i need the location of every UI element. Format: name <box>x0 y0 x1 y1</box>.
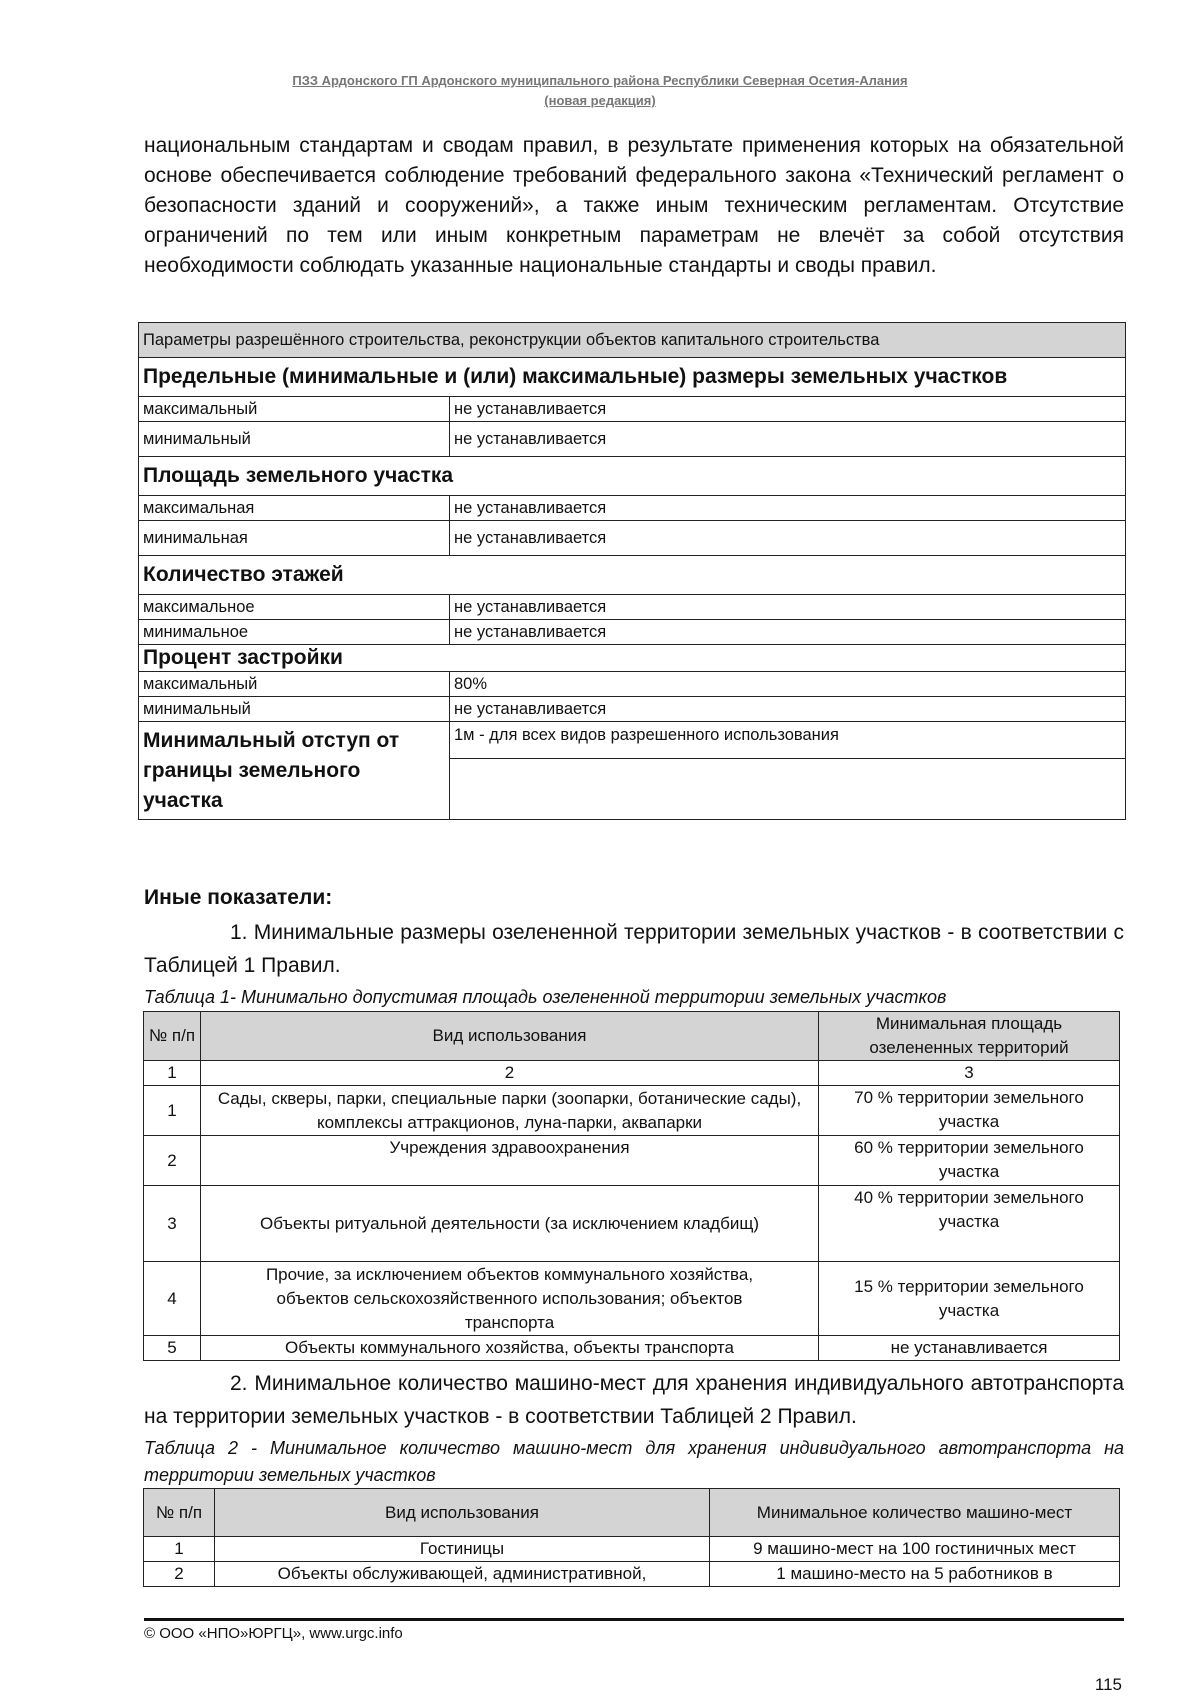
intro-paragraph: национальным стандартам и сводам правил, в результате применения которых на обязательной основе обеспечивается соблюдение требований федерального закона «Технический регламент о безопасности зданий и сооружений», а также иным техническим регламентам. Отсутствие ограничений по тем или иным конкретным параметрам не влечёт за собой отсутствия необходимости соблюдать указанные национальные стандарты и своды правил. <box>144 134 1124 277</box>
row-number: 3 <box>144 1186 201 1262</box>
param-key: максимальная <box>139 496 450 521</box>
param-value: не устанавливается <box>450 521 1126 556</box>
header-line-2: (новая редакция) <box>544 93 656 108</box>
row-number: 4 <box>144 1262 201 1336</box>
quantity-cell: 9 машино-мест на 100 гостиничных мест <box>710 1537 1120 1562</box>
parameters-title: Параметры разрешённого строительства, реконструкции объектов капитального строительства <box>139 323 1126 358</box>
param-key: минимальная <box>139 521 450 556</box>
row-number: 5 <box>144 1336 201 1361</box>
running-header <box>0 71 1200 111</box>
parameters-table <box>138 322 1126 820</box>
use-cell: Объекты коммунального хозяйства, объекты транспорта <box>201 1336 819 1361</box>
col-header-area: Минимальная площадь озелененных территорий <box>819 1012 1120 1061</box>
param-key: максимальный <box>139 397 450 422</box>
param-value: не устанавливается <box>450 496 1126 521</box>
param-value: не устанавливается <box>450 697 1126 722</box>
offset-label: Минимальный отступ от границы земельного участка <box>139 722 450 820</box>
row-number: 1 <box>144 1086 201 1136</box>
col-header-quantity: Минимальное количество машино-мест <box>710 1489 1120 1537</box>
param-key: минимальный <box>139 697 450 722</box>
quantity-cell: 1 машино-место на 5 работников в <box>710 1562 1120 1587</box>
use-cell: Сады, скверы, парки, специальные парки (зоопарки, ботанические сады), комплексы аттракционов, луна-парки, аквапарки <box>201 1086 819 1136</box>
parking-table <box>143 1488 1120 1587</box>
item-2-paragraph: 2. Минимальное количество машино-мест для хранения индивидуального автотранспорта на территории земельных участков - в соответствии Таблицей 2 Правил. <box>144 1372 1124 1428</box>
page-number: 115 <box>1094 1675 1122 1694</box>
column-number: 2 <box>201 1061 819 1086</box>
other-indicators-heading: Иные показатели: <box>144 886 333 909</box>
item-1-paragraph: 1. Минимальные размеры озелененной территории земельных участков - в соответствии с Таблицей 1 Правил. <box>144 921 1124 977</box>
use-cell: Учреждения здравоохранения <box>201 1136 819 1186</box>
use-cell: Объекты ритуальной деятельности (за исключением кладбищ) <box>201 1186 819 1262</box>
param-value: не устанавливается <box>450 397 1126 422</box>
table-2-caption: Таблица 2 - Минимальное количество машино-мест для хранения индивидуального автотранспорта на территории земельных участков <box>144 1438 1124 1485</box>
param-key: минимальное <box>139 620 450 645</box>
param-key: максимальный <box>139 672 450 697</box>
param-value: не устанавливается <box>450 422 1126 457</box>
table-1-caption: Таблица 1- Минимально допустимая площадь озелененной территории земельных участков <box>144 987 947 1007</box>
area-cell: не устанавливается <box>819 1336 1120 1361</box>
footer-copyright: © ООО «НПО»ЮРГЦ», www.urgc.info <box>144 1625 403 1642</box>
col-header-use: Вид использования <box>215 1489 710 1537</box>
section-heading: Площадь земельного участка <box>139 457 1126 496</box>
footer-divider <box>144 1618 1124 1621</box>
param-value: не устанавливается <box>450 595 1126 620</box>
area-cell: 60 % территории земельного участка <box>819 1136 1120 1186</box>
use-cell: Прочие, за исключением объектов коммунального хозяйства, объектов сельскохозяйственного использования; объектов транспорта <box>201 1262 819 1336</box>
param-key: максимальное <box>139 595 450 620</box>
param-key: минимальный <box>139 422 450 457</box>
greenery-table <box>143 1011 1120 1361</box>
header-line-1: ПЗЗ Ардонского ГП Ардонского муниципального района Республики Северная Осетия-Алания <box>292 73 908 88</box>
column-number: 3 <box>819 1061 1120 1086</box>
area-cell: 15 % территории земельного участка <box>819 1262 1120 1336</box>
col-header-number: № п/п <box>144 1012 201 1061</box>
section-heading: Процент застройки <box>139 645 1126 672</box>
offset-value: 1м - для всех видов разрешенного использования <box>450 722 1126 759</box>
row-number: 2 <box>144 1562 215 1587</box>
param-value: 80% <box>450 672 1126 697</box>
area-cell: 70 % территории земельного участка <box>819 1086 1120 1136</box>
col-header-use: Вид использования <box>201 1012 819 1061</box>
section-heading: Количество этажей <box>139 556 1126 595</box>
col-header-number: № п/п <box>144 1489 215 1537</box>
section-heading: Предельные (минимальные и (или) максимальные) размеры земельных участков <box>139 358 1126 397</box>
row-number: 2 <box>144 1136 201 1186</box>
row-number: 1 <box>144 1537 215 1562</box>
column-number: 1 <box>144 1061 201 1086</box>
use-cell: Гостиницы <box>215 1537 710 1562</box>
empty-cell <box>450 759 1126 820</box>
param-value: не устанавливается <box>450 620 1126 645</box>
area-cell: 40 % территории земельного участка <box>819 1186 1120 1262</box>
use-cell: Объекты обслуживающей, административной, <box>215 1562 710 1587</box>
